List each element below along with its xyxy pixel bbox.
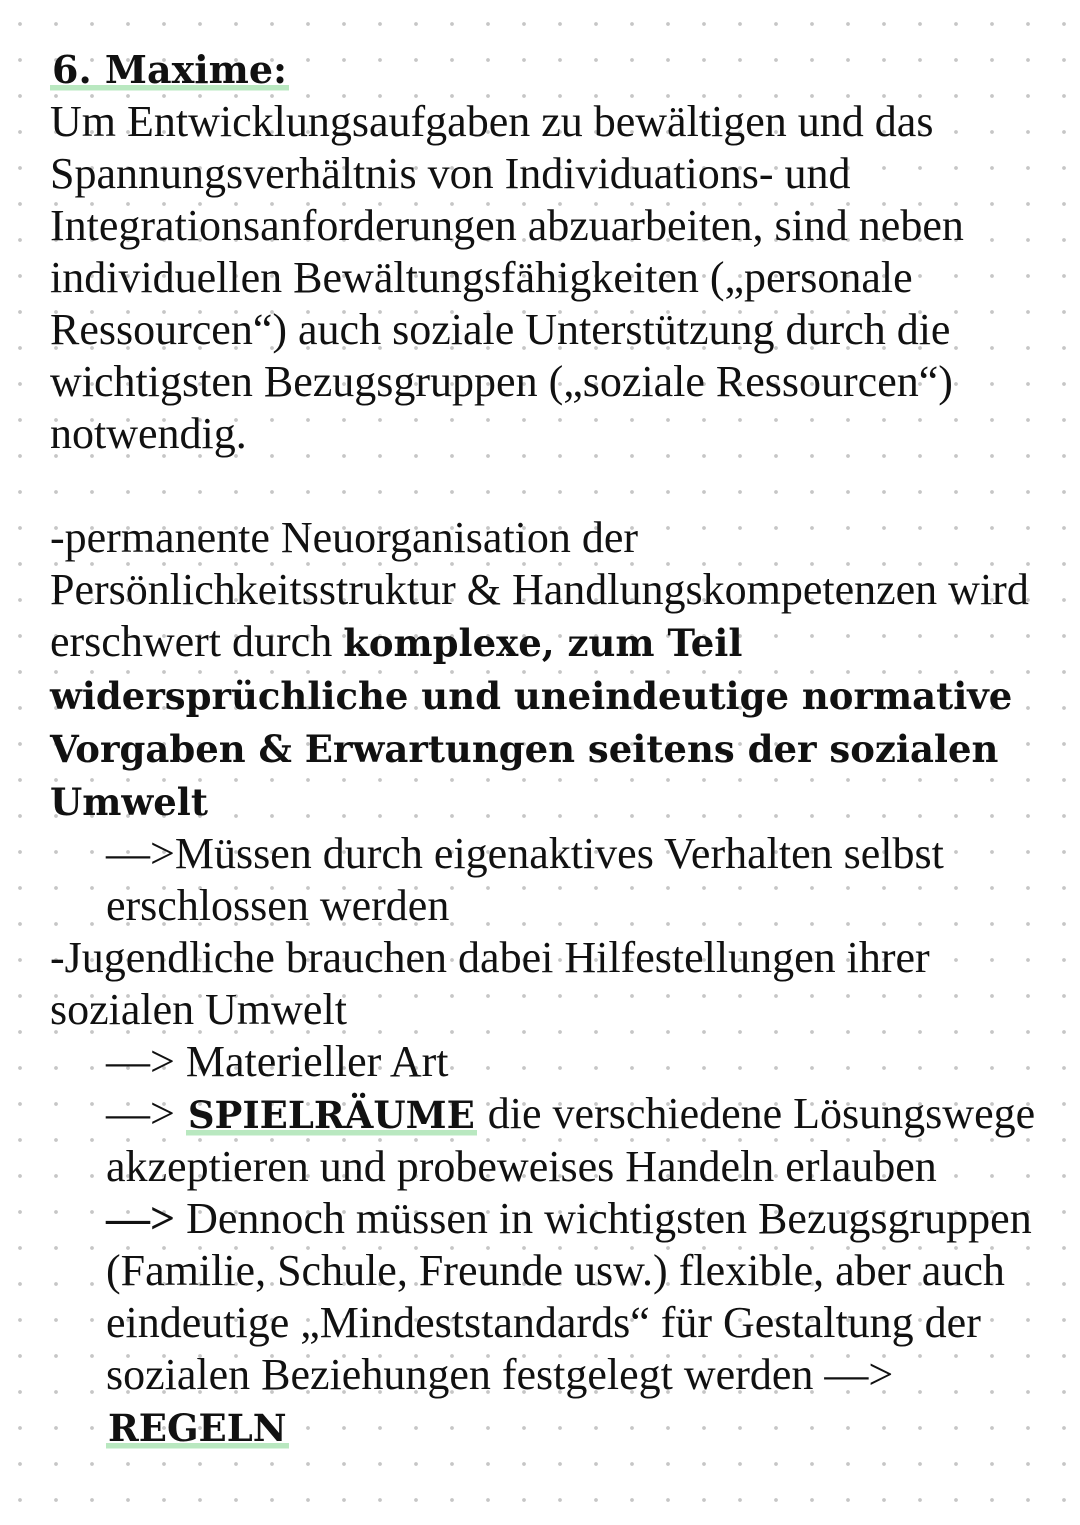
sub-item-spielraeume-text: die verschiedene Lösungswege akzeptieren und probeweises Handeln erlauben	[106, 1089, 1036, 1191]
bullet-neuorganisation-text: -permanente Neuorganisation der Persönlichkeitsstruktur & Handlungskompetenzen wird erschwert durch	[50, 513, 1029, 666]
arrow-icon: —>	[106, 829, 175, 878]
sub-item-spielraeume	[50, 1088, 1040, 1193]
heading-highlight: 6. Maxime:	[52, 47, 288, 92]
regeln-highlight: REGELN	[108, 1406, 287, 1450]
bold-normative-vorgaben: komplexe, zum Teil widersprüchliche und uneindeutige normative Vorgaben & Erwartungen seitens der sozialen Umwelt	[50, 621, 1013, 824]
bullet-neuorganisation	[50, 512, 1040, 828]
spacer	[50, 460, 1040, 512]
arrow-icon: —>	[106, 1037, 175, 1086]
sub-item-eigenaktiv	[50, 828, 1040, 932]
arrow-icon: —>	[106, 1089, 175, 1138]
sub-item-materiell-text: Materieller Art	[174, 1037, 449, 1086]
sub-item-eigenaktiv-text: Müssen durch eigenaktives Verhalten selbst erschlossen werden	[106, 829, 944, 930]
spielraeume-highlight: SPIELRÄUME	[187, 1093, 475, 1137]
heading	[50, 44, 289, 96]
intro-paragraph: Um Entwicklungsaufgaben zu bewältigen und das Spannungsverhältnis von Individuations- und Integrationsanforderungen abzuarbeiten, sind neben individuellen Bewältungsfähigkeiten („personale Ressourcen“) auch soziale Unterstützung durch die wichtigsten Bezugsgruppen („soziale Ressourcen“) notwendig.	[50, 97, 964, 458]
sub-item-regeln-text: Dennoch müssen in wichtigsten Bezugsgruppen (Familie, Schule, Freunde usw.) flexible, aber auch eindeutige „Mindeststandards“ für Gestaltung der sozialen Beziehungen festgelegt werden	[106, 1194, 1032, 1399]
arrow-icon: —>	[106, 1194, 176, 1243]
sub-item-materiell	[50, 1036, 1040, 1088]
arrow-icon: —>	[824, 1350, 894, 1399]
sub-item-regeln	[50, 1193, 1040, 1454]
bullet-hilfestellungen: -Jugendliche brauchen dabei Hilfestellungen ihrer sozialen Umwelt	[50, 933, 930, 1034]
